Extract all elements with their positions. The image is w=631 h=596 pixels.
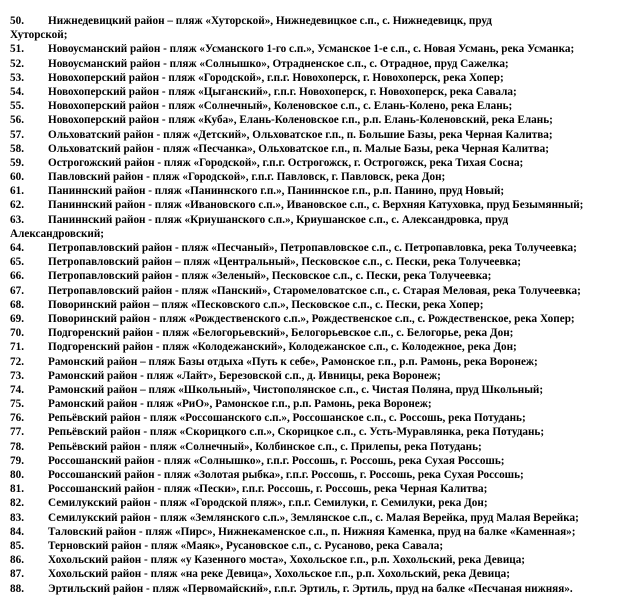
list-item-number: 64. (10, 242, 24, 254)
list-item (8, 99, 623, 113)
list-item-number: 60. (10, 171, 24, 184)
list-item-number: 75. (10, 398, 24, 411)
list-item (8, 14, 623, 28)
list-item (8, 411, 623, 425)
list-item-number: 87. (10, 568, 24, 581)
list-item-text: Россошанский район - пляж «Солнышко», г.п.г. Россошь, г. Россошь, река Сухая Россошь; (48, 454, 505, 467)
list-item-text: Паниннский район - пляж «Криушанского с.п.», Криушанское с.п., с. Александровка, пруд (48, 213, 509, 226)
list-item (8, 582, 623, 596)
list-item-number: 71. (10, 341, 24, 354)
list-item (8, 128, 623, 142)
list-item (8, 525, 623, 539)
list-item (8, 511, 623, 525)
list-item-number: 76. (10, 412, 24, 425)
list-item-number: 50. (10, 15, 24, 27)
list-item-number: 65. (10, 256, 24, 269)
list-item-text: Паниннский район - пляж «Ивановского с.п.», Ивановское с.п., с. Верхняя Катуховка, пруд Безымянный; (48, 199, 584, 212)
list-item-number: 86. (10, 554, 24, 567)
list-item-text: Россошанский район - пляж «Пески», г.п.г. Россошь, г. Россошь, река Черная Калитва; (48, 483, 488, 496)
list-item-number: 58. (10, 142, 24, 155)
list-item (8, 468, 623, 482)
list-item-text: Поворинский район - пляж «Рождественского с.п.», Рождественское с.п., с. Рождественское, река Хопер; (48, 312, 575, 325)
list-item (8, 425, 623, 439)
list-item-continuation: Александровский; (10, 227, 105, 240)
list-item-text: Новохоперский район - пляж «Цыганский», г.п.г. Новохоперск, г. Новохоперск, река Савала; (48, 85, 517, 98)
list-item-text: Рамонский район – пляж Базы отдыха «Путь к себе», Рамонское г.п., р.п. Рамонь, река Воронеж; (48, 355, 538, 368)
list-item-text: Рамонский район - пляж «РиО», Рамонское г.п., р.п. Рамонь, река Воронеж; (48, 398, 432, 411)
list-item-text: Нижнедевицкий район – пляж «Хуторской», Нижнедевицкое с.п., с. Нижнедевицк, пруд (48, 15, 492, 27)
list-item-number: 81. (10, 483, 24, 496)
list-item (8, 85, 623, 99)
list-item-number: 54. (10, 85, 24, 98)
list-item-text: Репьёвский район - пляж «Скорицкого с.п.», Скорицкое с.п., с. Усть-Муравлянка, река Потудань; (48, 426, 545, 439)
list-item-number: 51. (10, 43, 24, 56)
list-item-text: Рамонский район – пляж «Школьный», Чистополянское с.п., с. Чистая Поляна, пруд Школьный; (48, 383, 544, 396)
list-item-text: Репьёвский район - пляж «Солнечный», Колбинское с.п., с. Прилепы, река Потудань; (48, 440, 482, 453)
list-item-number: 80. (10, 469, 24, 481)
list-item-text: Павловский район - пляж «Городской», г.п.г. Павловск, г. Павловск, река Дон; (48, 171, 446, 184)
list-item (8, 284, 623, 298)
list-item-text: Подгоренский район - пляж «Белогорьевский», Белогорьевское с.п., с. Белогорье, река Дон; (48, 327, 514, 340)
list-item-number: 66. (10, 270, 24, 283)
list-item-text: Петропавловский район – пляж «Центральный», Песковское с.п., с. Пески, река Толучеевка; (48, 256, 521, 269)
list-item-number: 56. (10, 114, 24, 127)
list-item (8, 184, 623, 198)
list-item-number: 78. (10, 440, 24, 453)
list-item-number: 83. (10, 511, 24, 524)
list-item (8, 496, 623, 510)
list-item-number: 84. (10, 525, 24, 538)
list-item-text: Новоусманский район - пляж «Усманского 1-го с.п.», Усманское 1-е с.п., с. Новая Усмань, река Усманка; (48, 43, 575, 56)
list-item-number: 68. (10, 298, 24, 311)
list-item-number: 67. (10, 284, 24, 297)
list-item-number: 74. (10, 383, 24, 396)
list-item (8, 213, 623, 227)
list-item-text: Петропавловский район - пляж «Панский», Старомеловатское с.п., с. Старая Меловая, река Толучеевка; (48, 284, 581, 297)
list-item (8, 355, 623, 369)
list-item (8, 326, 623, 340)
list-item (8, 369, 623, 383)
list-item-text: Петропавловский район - пляж «Зеленый», Песковское с.п., с. Пески, река Толучеевка; (48, 270, 492, 283)
list-item-number: 63. (10, 213, 24, 226)
list-item-text: Семилукский район - пляж «Землянского с.п.», Землянское с.п., с. Малая Верейка, пруд Малая Верейка; (48, 511, 579, 524)
list-item-number: 55. (10, 100, 24, 113)
list-item-number: 62. (10, 199, 24, 212)
list-item-text: Ольховатский район - пляж «Песчанка», Ольховатское г.п., п. Малые Базы, река Черная Калитва; (48, 142, 549, 155)
list-item-text: Репьёвский район - пляж «Россошанского с.п.», Россошанское с.п., с. Россошь, река Потудань; (48, 412, 526, 425)
list-item (8, 170, 623, 184)
list-item-number: 77. (10, 426, 24, 439)
list-item (8, 198, 623, 212)
list-item-number: 52. (10, 57, 24, 70)
list-item (8, 482, 623, 496)
list-item-text: Острогожский район - пляж «Городской», г.п.г. Острогожск, г. Острогожск, река Тихая Сосна; (48, 156, 524, 169)
list-item-text: Подгоренский район - пляж «Колодежанский», Колодежанское с.п., с. Колодежное, река Дон; (48, 341, 517, 354)
list-item-text: Новохоперский район - пляж «Солнечный», Коленовское с.п., с. Елань-Колено, река Елань; (48, 100, 513, 113)
list-item-number: 61. (10, 185, 24, 198)
list-item-text: Россошанский район - пляж «Золотая рыбка», г.п.г. Россошь, г. Россошь, река Сухая Россошь; (48, 469, 524, 481)
list-item-number: 85. (10, 539, 24, 552)
list-item-number: 70. (10, 327, 24, 340)
list-item-number: 73. (10, 369, 24, 382)
list-item-number: 82. (10, 497, 24, 510)
list-item-text: Ольховатский район - пляж «Детский», Ольховатское г.п., п. Большие Базы, река Черная Калитва; (48, 128, 553, 141)
list-item-text: Новоусманский район - пляж «Солнышко», Отрадненское с.п., с. Отрадное, пруд Сажелка; (48, 57, 509, 70)
list-item (8, 142, 623, 156)
list-item (8, 397, 623, 411)
list-item (8, 241, 623, 255)
list-item (8, 539, 623, 553)
list-item (8, 156, 623, 170)
list-item-number: 72. (10, 355, 24, 368)
list-item-text: Хохольский район - пляж «у Казенного моста», Хохольское г.п., р.п. Хохольский, река Девица; (48, 554, 526, 567)
list-item (8, 269, 623, 283)
list-item-number: 79. (10, 454, 24, 467)
list-item (8, 298, 623, 312)
list-item (8, 454, 623, 468)
list-item (8, 553, 623, 567)
list-item-text: Петропавловский район - пляж «Песчаный», Петропавловское с.п., с. Петропавловка, река Толучеевка; (48, 242, 577, 254)
list-item (8, 113, 623, 127)
list-item (8, 567, 623, 581)
list-item-continuation: Хуторской; (10, 29, 68, 42)
list-item (8, 57, 623, 71)
list-item (8, 71, 623, 85)
list-item-text: Эртильский район - пляж «Первомайский», г.п.г. Эртиль, г. Эртиль, пруд на балке «Песчаная нижняя». (48, 582, 573, 595)
list-item-text: Таловский район - пляж «Пирс», Нижнекаменское с.п., п. Нижняя Каменка, пруд на балке «Каменная»; (48, 525, 576, 538)
list-item-number: 69. (10, 312, 24, 325)
list-item-number: 53. (10, 71, 24, 84)
list-item (8, 383, 623, 397)
list-item (8, 312, 623, 326)
list-item-text: Рамонский район - пляж «Лайт», Березовской с.п., д. Ивницы, река Воронеж; (48, 369, 441, 382)
list-item-text: Поворинский район – пляж «Песковского с.п.», Песковское с.п., с. Пески, река Хопер; (48, 298, 484, 311)
list-item-number: 59. (10, 156, 24, 169)
list-item (8, 255, 623, 269)
list-item (8, 440, 623, 454)
list-item-text: Семилукский район - пляж «Городской пляж», г.п.г. Семилуки, г. Семилуки, река Дон; (48, 497, 488, 510)
list-item-text: Паниннский район - пляж «Паниннского г.п.», Паниннское г.п., р.п. Панино, пруд Новый; (48, 185, 505, 198)
list-item-text: Новохоперский район - пляж «Городской», г.п.г. Новохоперск, г. Новохоперск, река Хопер; (48, 71, 504, 84)
list-item-text: Новохоперский район - пляж «Куба», Елань-Коленовское г.п., р.п. Елань-Коленовский, река Елань; (48, 114, 553, 127)
list-item (8, 340, 623, 354)
list-item-number: 57. (10, 128, 24, 141)
list-item-number: 88. (10, 582, 24, 595)
list-item (8, 42, 623, 56)
list-item-text: Хохольский район - пляж «на реке Девица», Хохольское г.п., р.п. Хохольский, река Девица; (48, 568, 510, 581)
list-item-text: Терновский район - пляж «Маяк», Русановское с.п., с. Русаново, река Савала; (48, 539, 444, 552)
